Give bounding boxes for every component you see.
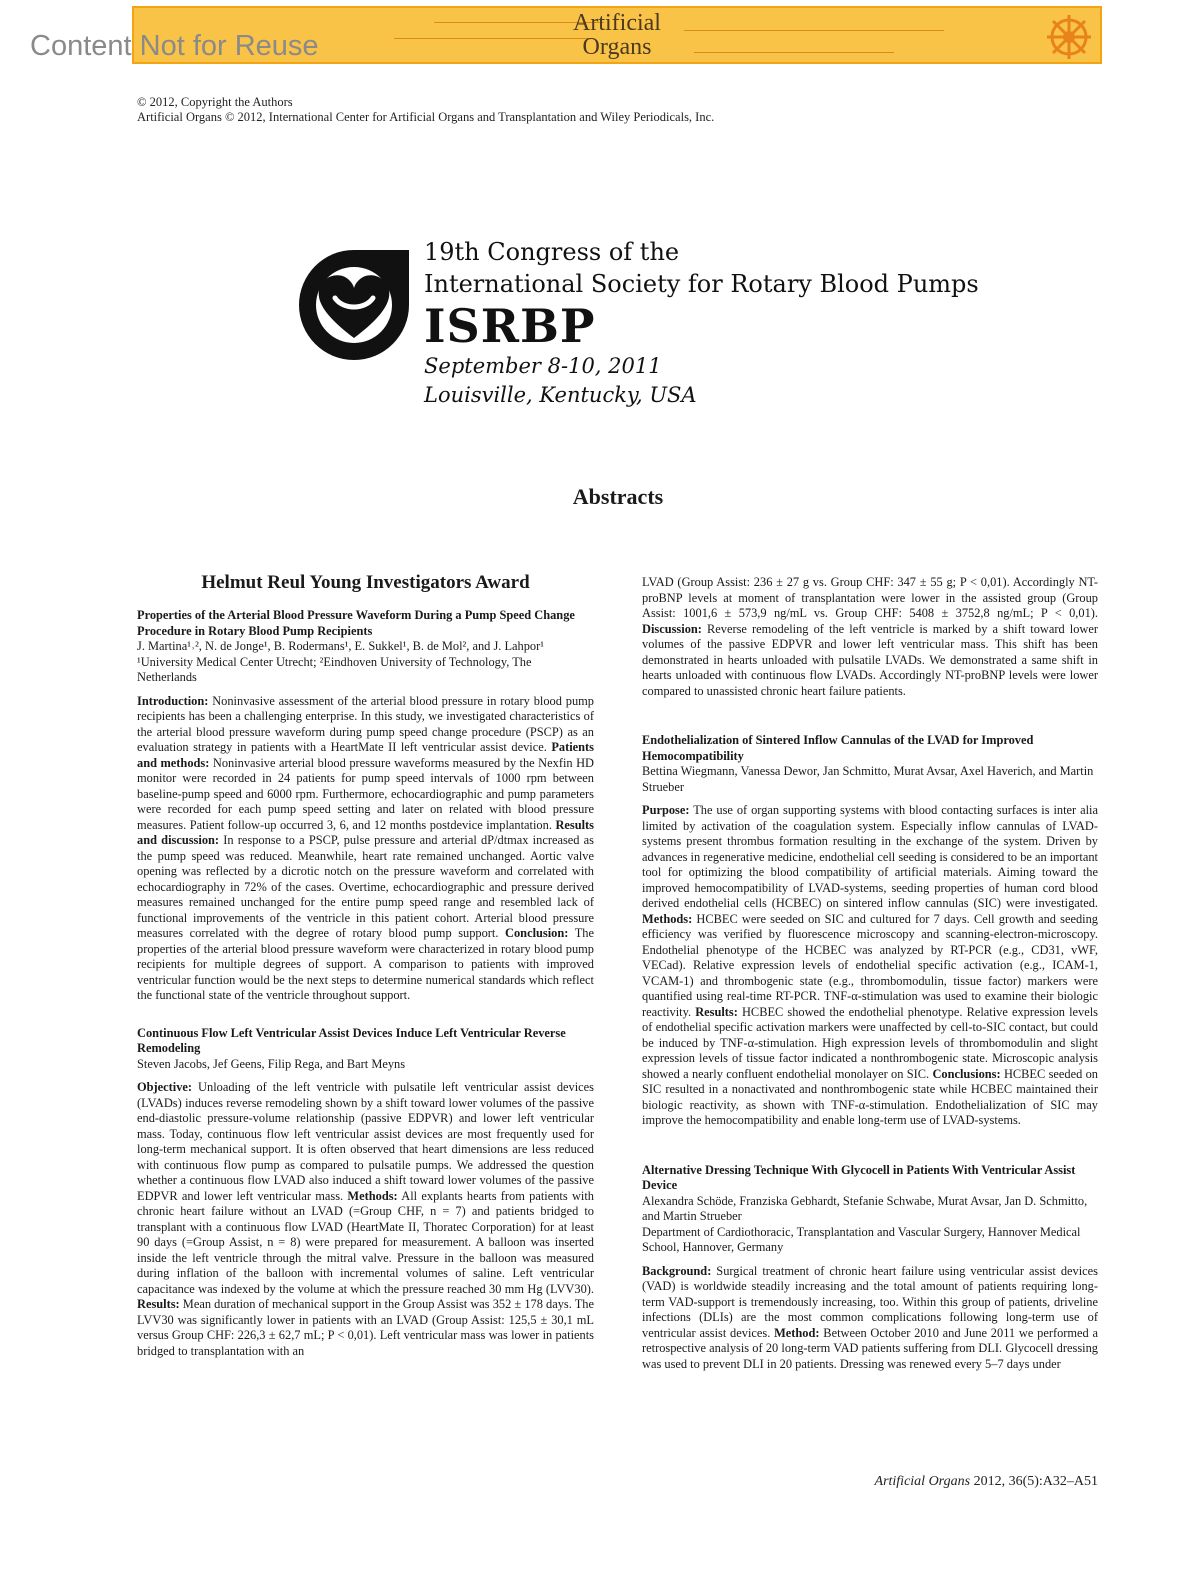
abstract-authors: J. Martina¹˒², N. de Jonge¹, B. Rodermans¹, E. Sukkel¹, B. de Mol², and J. Lahpor¹ [137,639,544,653]
abstract [137,1026,594,1360]
abstract [137,608,594,1004]
abstract-continuation: LVAD (Group Assist: 236 ± 27 g vs. Group CHF: 347 ± 55 g; P < 0,01). Accordingly NT-proBNP levels at moment of transplantation were lower in the assisted group (Group Assist: 1001,6 ± 573,9 ng/mL vs. Group CHF: 5408 ± 3752,8 ng/mL; P < 0,01). Discussion: Reverse remodeling of the left ventricle is marked by a shift toward lower volumes of the passive EDPVR and lower left ventricular mass. This shift has been demonstrated in hearts unloaded with pulsatile LVADs. We demonstrated a same shift in hearts unloaded with continuous flow LVADs. Accordingly NT-proBNP levels were lower compared to unassisted chronic heart failure patients. [642,575,1098,698]
abstract-title: Properties of the Arterial Blood Pressure Waveform During a Pump Speed Change Procedure in Rotary Blood Pump Recipients [137,608,575,638]
abstract-body: Background: Surgical treatment of chronic heart failure using ventricular assist devices (VAD) is worldwide steadily increasing and the total amount of patients requiring long-term VAD-support is tremendously increasing, too. Within this group of patients, driveline infections (DLIs) are the most common complications following long-term use of ventricular assist devices. Method: Between October 2010 and June 2011 we performed a retrospective analysis of 20 long-term VAD patients suffering from DLI. Glycocell dressing was used to prevent DLI in 20 patients. Dressing was renewed every 5–7 days under [642,1263,1099,1371]
abstract-authors: Bettina Wiegmann, Vanessa Dewor, Jan Schmitto, Murat Avsar, Axel Haverich, and Martin Strueber [642,764,1094,794]
abstract-body: Objective: Unloading of the left ventricle with pulsatile left ventricular assist devices (LVADs) induces reverse remodeling shown by a shift toward lower volumes of the passive end-diastolic pressure-volume relationship (passive EDPVR) and lower left ventricular mass. Today, continuous flow left ventricular assist devices are most frequently used for long-term mechanical support. It is often observed that heart dimensions are less reduced with continuous flow pump as compared to pulsatile pumps. We addressed the question whether a continuous flow LVAD also induced a shift toward lower volumes of the passive EDPVR and lower left ventricular mass. Methods: All explants hearts from patients with chronic heart failure without an LVAD (=Group CHF, n = 7) and patients bridged to transplant with a continuous flow LVAD (HeartMate II, Thoratec Corporation) for at least 90 days (=Group Assist, n = 8) were prepared for measurement. A balloon was inserted inside the left ventricle through the mitral valve. Pressure in the balloon was measured during inflation of the balloon with incremental volumes of saline. Left ventricular capacitance was indexed by the volume at which the pressure reached 30 mm Hg (LVV30). Results: Mean duration of mechanical support in the Group Assist was 352 ± 178 days. The LVV30 was significantly lower in patients with an LVAD (Group Assist: 125,5 ± 30,1 mL versus Group CHF: 226,3 ± 62,7 mL; P < 0,01). Left ventricular mass was lower in patients bridged to transplantation with an [137,1080,594,1358]
copyright-notice [137,95,714,125]
abstract-title: Endothelialization of Sintered Inflow Cannulas of the LVAD for Improved Hemocompatibility [642,733,1034,763]
abstract-affiliation: ¹University Medical Center Utrecht; ²Eindhoven University of Technology, The Netherlands [137,654,532,684]
congress-location: Louisville, Kentucky, USA [424,383,697,407]
copyright-line: Artificial Organs © 2012, International Center for Artificial Organs and Transplantation and Wiley Periodicals, Inc. [137,110,715,124]
congress-acronym: ISRBP [424,299,596,353]
heart-pump-logo-icon [295,246,413,364]
journal-title: Artificial Organs [573,10,661,60]
watermark: Content Not for Reuse [30,30,319,62]
abstract-body: Introduction: Noninvasive assessment of the arterial blood pressure in rotary blood pump recipients has been a challenging enterprise. In this study, we investigated characteristics of the arterial blood pressure waveform during pump speed change procedure (PSCP) as an evaluation strategy in patients with a HeartMate II left ventricular assist device. Patients and methods: Noninvasive arterial blood pressure waveforms measured by the Nexfin HD monitor were recorded in 24 patients for pump speed intervals of 1000 rpm between baseline-pump speed and 6000 rpm. Furthermore, echocardiographic and pump parameters were recorded for each pump speed setting and later on related with blood pressure measures. Patient follow-up occurred 3, 6, and 12 months postdevice implantation. Results and discussion: In response to a PSCP, pulse pressure and arterial dP/dtmax increased as the pump speed was reduced. Meanwhile, heart rate remained unchanged. Aortic valve opening was reflected by a dicrotic notch on the pressure waveform and correlated with echocardiography in 72% of the cases. Overtime, echocardiographic and pressure derived measures remained unchanged for the entire pump speed range and resembled lack of functional improvements of the ventricle in this patient cohort. Arterial blood pressure measures correlated with the degree of rotary blood pump support. Conclusion: The properties of the arterial blood pressure waveform were characterized in rotary blood pump recipients for multiple degrees of support. A comparison to patients with improved ventricular function would be the next steps to determine numerical standards which reflect the functional state of the ventricle throughout support. [137,693,594,1002]
wheel-emblem-icon [1044,12,1094,62]
abstract [642,733,1098,1129]
congress-block [424,236,979,410]
right-column [642,575,1098,1372]
congress-title-line: International Society for Rotary Blood Pumps [424,270,979,298]
abstract [642,1163,1098,1373]
left-column [137,572,594,1359]
abstract-body: Purpose: The use of organ supporting systems with blood contacting surfaces is inter alia limited by activation of the coagulation system. Especially inflow cannulas of LVAD-systems present thrombus formation resulting in the exchange of the system. Driven by advances in regenerative medicine, endothelial cell seeding is considered to be an important tool for optimizing the blood compatibility of artificial materials. Aiming toward the improved hemocompatibility of LVAD-systems, seeding properties of human cord blood derived endothelial cells (HCBEC) on sintered inflow cannulas (SIC) were investigated. Methods: HCBEC were seeded on SIC and cultured for 7 days. Cell growth and seeding efficiency was verified by fluorescence microscopy and scanning-electron-microscopy. Endothelial phenotype of the HCBEC was analyzed by RT-PCR (e.g., CD31, vWF, VECad). Relative expression levels of endothelial specific activation (e.g., ICAM-1, VCAM-1) and thrombogenic state (e.g., thrombomodulin, tissue factor) markers were quantified using real-time RT-PCR. TNF-α-stimulation was used to examine their biologic reactivity. Results: HCBEC showed the endothelial phenotype. Relative expression levels of endothelial specific activation markers were unaffected by cell-to-SIC contact, but could be induced by TNF-α-stimulation. High expression levels of thrombomodulin and slight expression levels of tissue factor indicated a nonthrombogenic state. Microscopic analysis showed a nearly confluent endothelial monolayer on SIC. Conclusions: HCBEC seeded on SIC resulted in a nonactivated and nonthrombogenic state while HCBEC maintained their biologic reactivity, as shown with TNF-α-stimulation. Endothelialization of SIC may improve the hemocompatibility and enable long-term use of LVAD-systems. [642,803,1098,1127]
section-heading: Abstracts [572,484,664,509]
abstract-affiliation: Department of Cardiothoracic, Transplantation and Vascular Surgery, Hannover Medical School, Hannover, Germany [642,1224,1081,1254]
page-footer-citation: Artificial Organs 2012, 36(5):A32–A51 [874,1474,1098,1489]
award-heading: Helmut Reul Young Investigators Award [201,572,530,593]
copyright-line: © 2012, Copyright the Authors [137,95,293,109]
congress-title-line: 19th Congress of the [424,238,680,266]
abstract-title: Alternative Dressing Technique With Glycocell in Patients With Ventricular Assist Device [642,1162,1076,1192]
abstract-title: Continuous Flow Left Ventricular Assist Devices Induce Left Ventricular Reverse Remodeling [137,1025,566,1055]
abstract-authors: Steven Jacobs, Jef Geens, Filip Rega, and Bart Meyns [137,1056,406,1071]
abstract-authors: Alexandra Schöde, Franziska Gebhardt, Stefanie Schwabe, Murat Avsar, Jan D. Schmitto, and Martin Strueber [642,1193,1088,1223]
congress-date: September 8-10, 2011 [424,354,662,378]
